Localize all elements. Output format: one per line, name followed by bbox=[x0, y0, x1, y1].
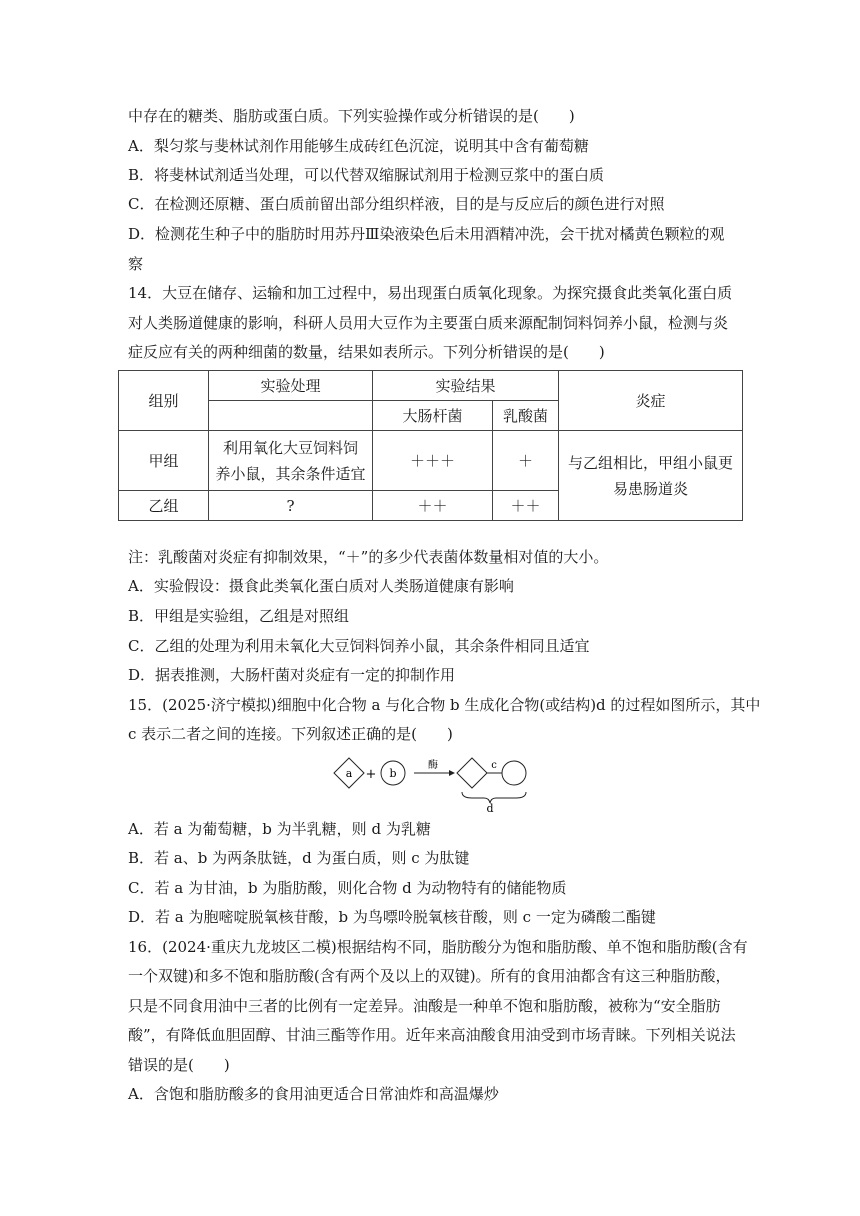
header-treatment: 实验处理 bbox=[209, 371, 373, 401]
row1-group: 甲组 bbox=[119, 431, 209, 491]
q15-stem-2: c 表示二者之间的连接。下列叙述正确的是( ) bbox=[128, 725, 453, 743]
row2-group: 乙组 bbox=[119, 491, 209, 521]
q15-option-c: C．若 a 为甘油，b 为脂肪酸，则化合物 d 为动物特有的储能物质 bbox=[128, 879, 567, 897]
inflammation-line2: 易患肠道炎 bbox=[613, 479, 689, 498]
compound-d-structure bbox=[457, 758, 526, 812]
q15-reaction-diagram bbox=[332, 756, 532, 812]
label-c: c bbox=[491, 760, 497, 771]
header-treatment-blank bbox=[209, 401, 373, 431]
row2-ecoli: ＋＋ bbox=[373, 491, 493, 521]
q16-stem-4: 酸”，有降低血胆固醇、甘油三酯等作用。近年来高油酸食用油受到市场青睐。下列相关说法 bbox=[128, 1026, 736, 1044]
q14-option-b: B．甲组是实验组，乙组是对照组 bbox=[128, 607, 350, 625]
header-inflammation: 炎症 bbox=[559, 371, 743, 431]
q13-option-c: C．在检测还原糖、蛋白质前留出部分组织样液，目的是与反应后的颜色进行对照 bbox=[128, 195, 665, 213]
q15-stem-1: 15．(2025·济宁模拟)细胞中化合物 a 与化合物 b 生成化合物(或结构)d 的过程如图所示，其中 bbox=[128, 696, 761, 714]
q14-option-c: C．乙组的处理为利用未氧化大豆饲料饲养小鼠，其余条件相同且适宜 bbox=[128, 637, 590, 655]
q16-stem-2: 一个双键)和多不饱和脂肪酸(含有两个及以上的双键)。所有的食用油都含有这三种脂肪酸， bbox=[128, 967, 731, 985]
plus-sign: + bbox=[365, 767, 377, 782]
q14-stem-3: 症反应有关的两种细菌的数量，结果如表所示。下列分析错误的是( ) bbox=[128, 343, 605, 361]
q14-result-table bbox=[118, 370, 743, 521]
q16-option-a: A．含饱和脂肪酸多的食用油更适合日常油炸和高温爆炒 bbox=[128, 1085, 499, 1103]
label-d: d bbox=[486, 802, 494, 812]
inflammation-line1: 与乙组相比，甲组小鼠更 bbox=[568, 453, 734, 472]
q14-option-a: A．实验假设：摄食此类氧化蛋白质对人类肠道健康有影响 bbox=[128, 577, 514, 595]
compound-b-circle bbox=[381, 761, 405, 785]
q15-option-b: B．若 a、b 为两条肽链，d 为蛋白质，则 c 为肽键 bbox=[128, 849, 470, 867]
header-result: 实验结果 bbox=[373, 371, 559, 401]
header-group: 组别 bbox=[119, 371, 209, 431]
row1-lacto: ＋ bbox=[493, 431, 559, 491]
q13-option-a: A．梨匀浆与斐林试剂作用能够生成砖红色沉淀，说明其中含有葡萄糖 bbox=[128, 137, 589, 155]
label-a: a bbox=[345, 767, 353, 780]
compound-a-diamond bbox=[334, 758, 364, 788]
inflammation-cell bbox=[559, 431, 743, 521]
q15-option-a: A．若 a 为葡萄糖，b 为半乳糖，则 d 为乳糖 bbox=[128, 820, 431, 838]
row1-treatment-line1: 利用氧化大豆饲料饲 bbox=[222, 438, 358, 457]
row1-treatment bbox=[209, 431, 373, 491]
q13-option-d-cont: 察 bbox=[128, 255, 144, 273]
q13-stem: 中存在的糖类、脂肪或蛋白质。下列实验操作或分析错误的是( ) bbox=[128, 107, 575, 125]
header-lacto: 乳酸菌 bbox=[493, 401, 559, 431]
q14-note: 注：乳酸菌对炎症有抑制效果，“＋”的多少代表菌体数量相对值的大小。 bbox=[128, 548, 609, 566]
row2-treatment: ? bbox=[209, 491, 373, 521]
q16-stem-1: 16．(2024·重庆九龙坡区二模)根据结构不同，脂肪酸分为饱和脂肪酸、单不饱和脂肪酸(含有 bbox=[128, 938, 748, 956]
q16-stem-5: 错误的是( ) bbox=[128, 1056, 230, 1074]
q13-option-d: D．检测花生种子中的脂肪时用苏丹Ⅲ染液染色后未用酒精冲洗，会干扰对橘黄色颗粒的观 bbox=[128, 225, 725, 243]
header-ecoli: 大肠杆菌 bbox=[373, 401, 493, 431]
q14-stem-2: 对人类肠道健康的影响，科研人员用大豆作为主要蛋白质来源配制饲料饲养小鼠，检测与炎 bbox=[128, 314, 729, 332]
q15-option-d: D．若 a 为胞嘧啶脱氧核苷酸，b 为鸟嘌呤脱氧核苷酸，则 c 一定为磷酸二酯键 bbox=[128, 908, 656, 926]
q14-stem-1: 14．大豆在储存、运输和加工过程中，易出现蛋白质氧化现象。为探究摄食此类氧化蛋白质 bbox=[128, 284, 733, 302]
row1-treatment-line2: 养小鼠，其余条件适宜 bbox=[215, 464, 366, 483]
q16-stem-3: 只是不同食用油中三者的比例有一定差异。油酸是一种单不饱和脂肪酸，被称为“安全脂肪 bbox=[128, 997, 721, 1015]
row1-ecoli: ＋＋＋ bbox=[373, 431, 493, 491]
q13-option-b: B．将斐林试剂适当处理，可以代替双缩脲试剂用于检测豆浆中的蛋白质 bbox=[128, 166, 605, 184]
reaction-arrow bbox=[414, 758, 455, 776]
row2-lacto: ＋＋ bbox=[493, 491, 559, 521]
q14-option-d: D．据表推测，大肠杆菌对炎症有一定的抑制作用 bbox=[128, 666, 456, 684]
label-enzyme: 酶 bbox=[428, 760, 438, 771]
label-b: b bbox=[389, 767, 397, 780]
